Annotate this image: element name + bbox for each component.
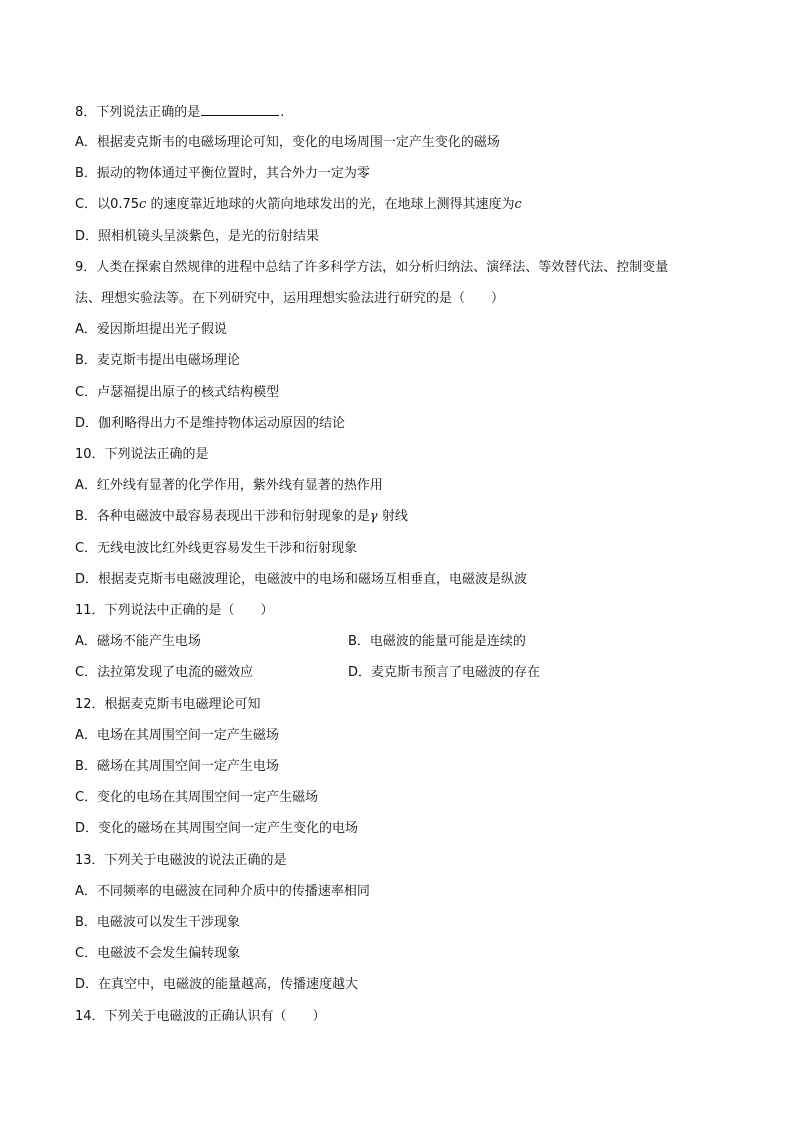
q10-option-c: C．无线电波比红外线更容易发生干涉和衍射现象 (75, 541, 358, 556)
q8-option-d: D．照相机镜头呈淡紫色，是光的衍射结果 (75, 229, 320, 244)
q10-option-b-suffix: 射线 (377, 509, 408, 524)
q12-option-b: B．磁场在其周围空间一定产生电场 (75, 759, 279, 774)
q9-stem-line1: 9．人类在探索自然规律的进程中总结了许多科学方法，如分析归纳法、演绎法、等效替代法、控制变量 (75, 260, 669, 275)
q11-option-a: A．磁场不能产生电场 (75, 634, 201, 649)
q12-option-d: D．变化的磁场在其周围空间一定产生变化的电场 (75, 821, 359, 836)
q12-stem: 12．根据麦克斯韦电磁理论可知 (75, 697, 261, 712)
q8-option-c-speed: 0.75 (110, 197, 140, 212)
q10-option-b-prefix: B．各种电磁波中最容易表现出干涉和衍射现象的是 (75, 509, 370, 524)
q14-stem: 14．下列关于电磁波的正确认识有（ ） (75, 1009, 326, 1024)
q13-option-b: B．电磁波可以发生干涉现象 (75, 915, 240, 930)
q8-stem (75, 102, 284, 120)
q8-stem-end: . (280, 105, 285, 120)
q9-option-c: C．卢瑟福提出原子的核式结构模型 (75, 385, 280, 400)
q8-option-c-symbol-2: c (514, 197, 522, 212)
q13-option-a: A．不同频率的电磁波在同种介质中的传播速率相同 (75, 884, 370, 899)
q8-option-b: B．振动的物体通过平衡位置时，其合外力一定为零 (75, 166, 370, 181)
q13-stem: 13．下列关于电磁波的说法正确的是 (75, 853, 287, 868)
q10-option-b-gamma: γ (369, 509, 378, 524)
q12-option-c: C．变化的电场在其周围空间一定产生磁场 (75, 790, 319, 805)
q8-stem-text: 8．下列说法正确的是 (75, 105, 201, 120)
q8-option-c (75, 196, 522, 214)
q11-option-d: D．麦克斯韦预言了电磁波的存在 (348, 665, 541, 680)
q10-option-a: A．红外线有显著的化学作用，紫外线有显著的热作用 (75, 478, 383, 493)
q9-option-d: D．伽利略得出力不是维持物体运动原因的结论 (75, 416, 346, 431)
q8-option-c-middle: 的速度靠近地球的火箭向地球发出的光，在地球上测得其速度为 (146, 197, 515, 212)
q8-option-a: A．根据麦克斯韦的电磁场理论可知，变化的电场周围一定产生变化的磁场 (75, 135, 500, 150)
q9-stem-line2: 法、理想实验法等。在下列研究中，运用理想实验法进行研究的是（ ） (75, 291, 505, 306)
q8-option-c-prefix: C．以 (75, 197, 111, 212)
q8-answer-blank[interactable] (201, 102, 279, 116)
q10-option-d: D．根据麦克斯韦电磁波理论，电磁波中的电场和磁场互相垂直，电磁波是纵波 (75, 572, 528, 587)
q10-stem: 10．下列说法正确的是 (75, 447, 209, 462)
q9-option-a: A．爱因斯坦提出光子假说 (75, 322, 227, 337)
q13-option-d: D．在真空中，电磁波的能量越高，传播速度越大 (75, 977, 359, 992)
q12-option-a: A．电场在其周围空间一定产生磁场 (75, 728, 279, 743)
q8-option-c-symbol: c (139, 197, 147, 212)
q11-stem: 11．下列说法中正确的是（ ） (75, 603, 274, 618)
q13-option-c: C．电磁波不会发生偏转现象 (75, 946, 241, 961)
q10-option-b (75, 508, 408, 526)
q9-option-b: B．麦克斯韦提出电磁场理论 (75, 353, 240, 368)
q11-option-c: C．法拉第发现了电流的磁效应 (75, 665, 254, 680)
q11-option-b: B．电磁波的能量可能是连续的 (348, 634, 526, 649)
